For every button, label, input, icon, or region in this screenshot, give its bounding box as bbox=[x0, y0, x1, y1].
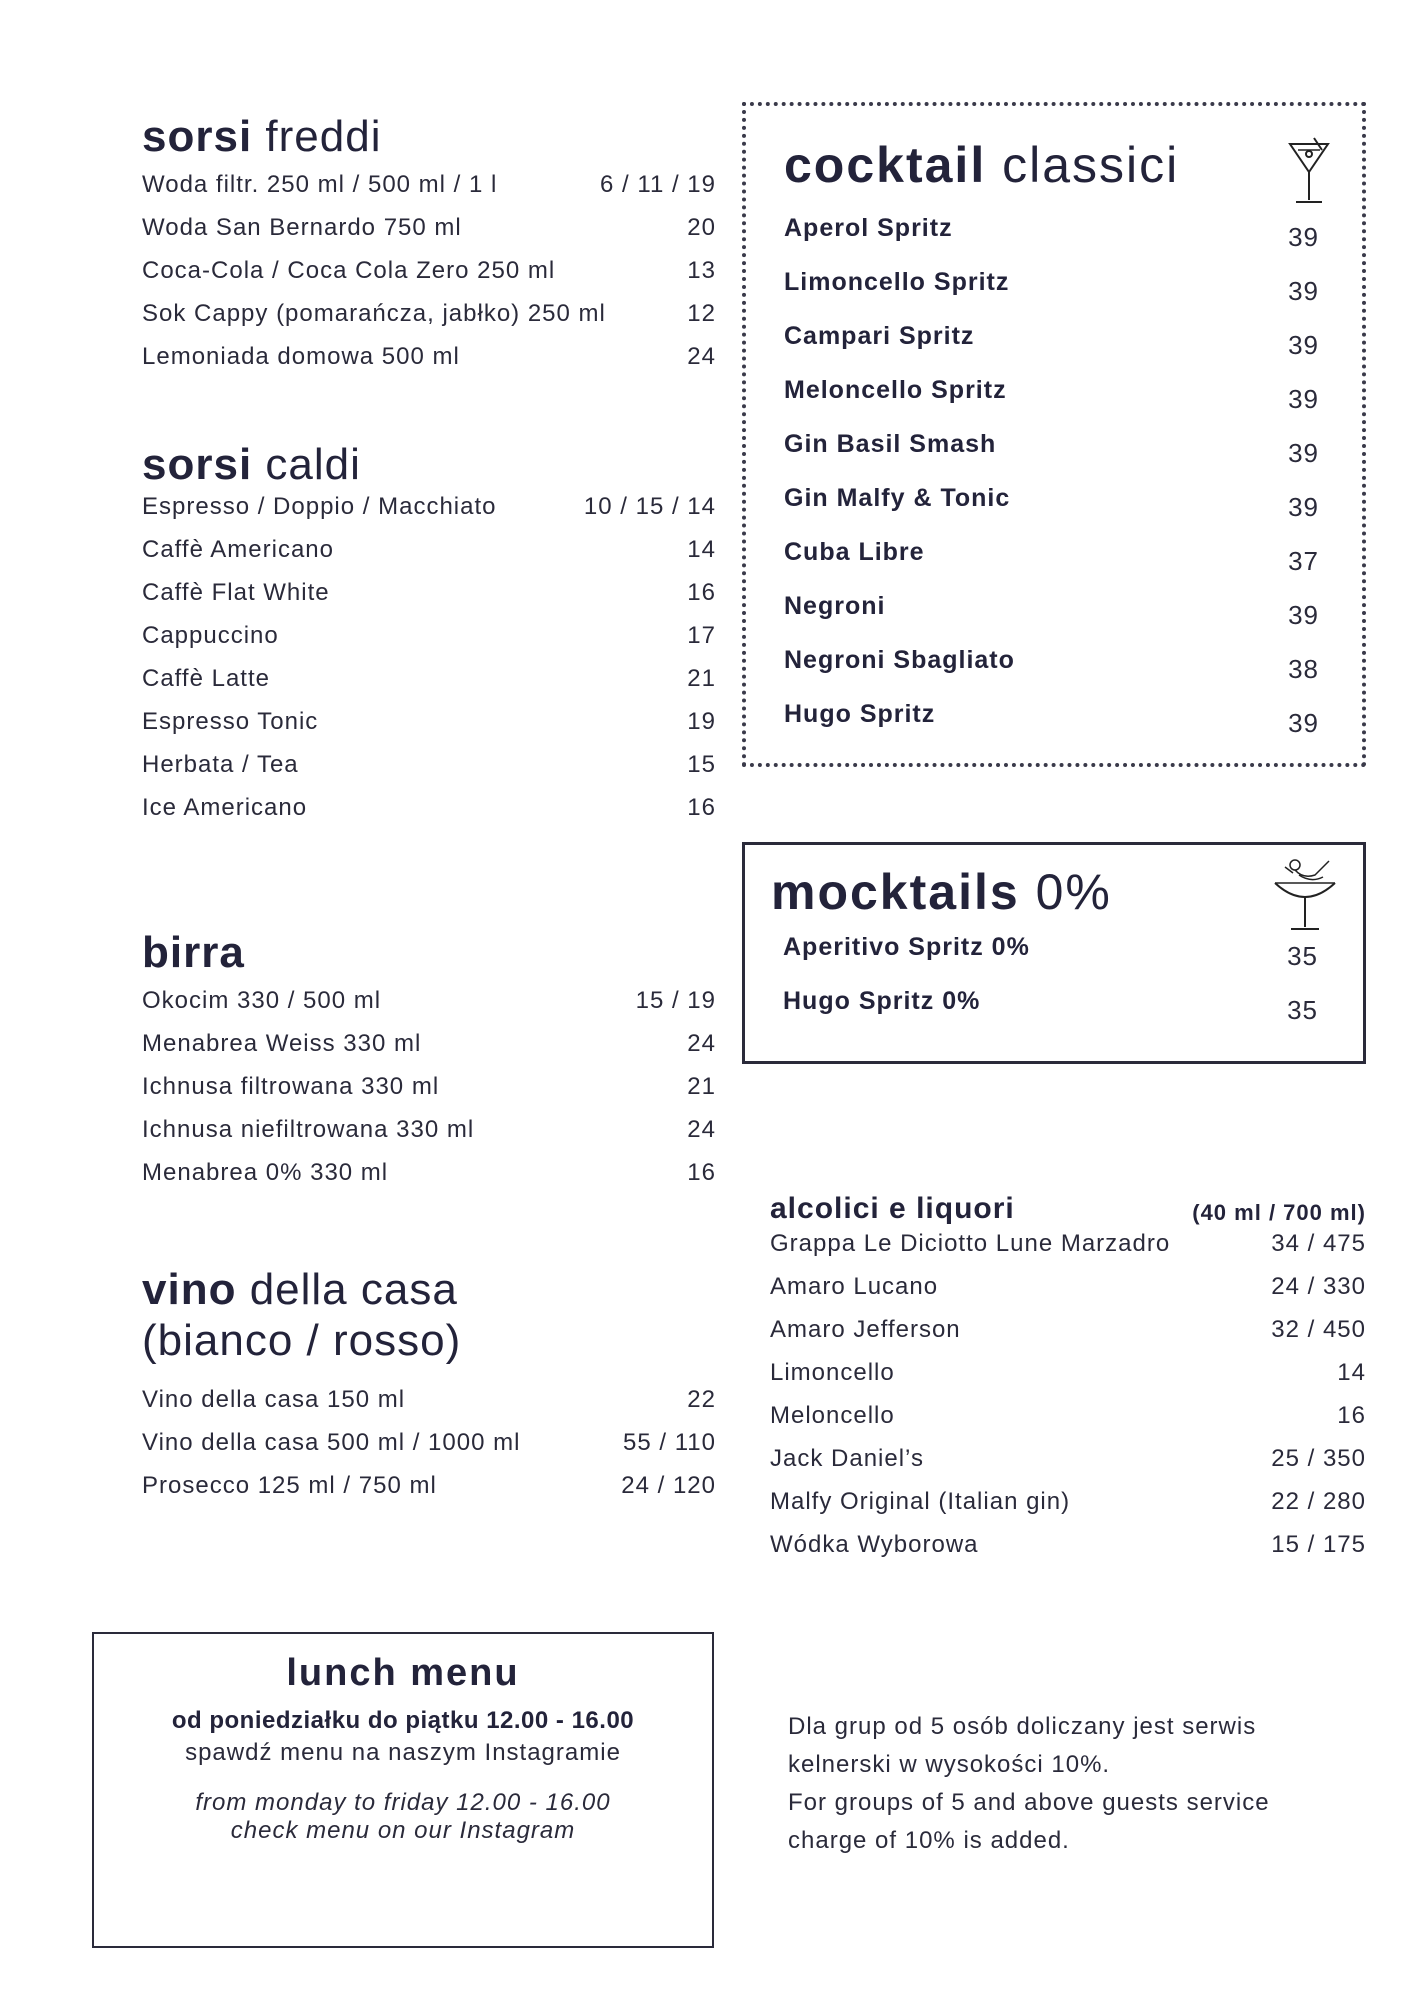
item-name: Amaro Lucano bbox=[770, 1273, 939, 1300]
mocktails-list bbox=[783, 933, 1318, 1041]
cocktail-item bbox=[784, 268, 1319, 322]
item-price: 32 / 450 bbox=[1271, 1316, 1366, 1343]
item-name: Wódka Wyborowa bbox=[770, 1531, 979, 1558]
item-price: 21 bbox=[687, 1072, 716, 1100]
item-name: Woda San Bernardo 750 ml bbox=[142, 213, 462, 241]
menu-item bbox=[142, 300, 716, 343]
menu-item bbox=[770, 1488, 1366, 1531]
item-price: 20 bbox=[687, 213, 716, 241]
item-price: 25 / 350 bbox=[1271, 1445, 1366, 1472]
cocktail-price: 39 bbox=[1288, 492, 1319, 522]
cocktail-name: Negroni Sbagliato bbox=[784, 646, 1015, 674]
item-price: 24 / 120 bbox=[621, 1472, 716, 1500]
item-name: Menabrea Weiss 330 ml bbox=[142, 1029, 422, 1057]
item-name: Amaro Jefferson bbox=[770, 1316, 961, 1343]
mocktails-box bbox=[742, 842, 1366, 1064]
menu-item bbox=[142, 1159, 716, 1202]
vino-list bbox=[142, 1386, 716, 1515]
item-price: 21 bbox=[687, 664, 716, 692]
item-name: Okocim 330 / 500 ml bbox=[142, 986, 382, 1014]
cocktail-box bbox=[742, 102, 1366, 767]
menu-item bbox=[142, 987, 716, 1030]
item-name: Lemoniada domowa 500 ml bbox=[142, 342, 460, 370]
vino-section bbox=[142, 1265, 716, 1515]
menu-item bbox=[142, 622, 716, 665]
item-name: Vino della casa 150 ml bbox=[142, 1386, 406, 1414]
item-price: 19 bbox=[687, 707, 716, 735]
item-name: Espresso / Doppio / Macchiato bbox=[142, 492, 497, 520]
menu-item bbox=[142, 751, 716, 794]
item-price: 14 bbox=[687, 535, 716, 563]
cocktail-price: 38 bbox=[1288, 654, 1319, 684]
item-price: 55 / 110 bbox=[623, 1429, 716, 1457]
item-price: 16 bbox=[687, 793, 716, 821]
sorsi-caldi-list bbox=[142, 493, 716, 837]
item-price: 24 bbox=[687, 1115, 716, 1143]
cocktail-name: Campari Spritz bbox=[784, 322, 975, 350]
alcolici-unit-note: (40 ml / 700 ml) bbox=[1192, 1200, 1366, 1225]
menu-item bbox=[142, 1116, 716, 1159]
menu-item bbox=[142, 214, 716, 257]
menu-item bbox=[142, 708, 716, 751]
menu-item bbox=[142, 1386, 716, 1429]
item-price: 34 / 475 bbox=[1271, 1230, 1366, 1257]
menu-item bbox=[770, 1359, 1366, 1402]
cocktail-list bbox=[784, 214, 1319, 754]
menu-item bbox=[142, 579, 716, 622]
sorsi-freddi-title: sorsi freddi bbox=[142, 112, 382, 161]
menu-item bbox=[770, 1230, 1366, 1273]
menu-item bbox=[142, 493, 716, 536]
item-price: 13 bbox=[687, 256, 716, 284]
item-name: Caffè Americano bbox=[142, 535, 334, 563]
item-price: 24 bbox=[687, 1029, 716, 1057]
birra-title: birra bbox=[142, 928, 245, 977]
service-charge-note: Dla grup od 5 osób doliczany jest serwis kelnerski w wysokości 10%. For groups of 5 and above guests service charge of 10% is added. bbox=[788, 1713, 1270, 1854]
item-name: Woda filtr. 250 ml / 500 ml / 1 l bbox=[142, 170, 498, 198]
item-price: 17 bbox=[687, 621, 716, 649]
lunch-hours-pl: od poniedziałku do piątku 12.00 - 16.00 bbox=[171, 1707, 635, 1734]
lunch-title: lunch menu bbox=[286, 1652, 520, 1694]
item-price: 24 / 330 bbox=[1271, 1273, 1366, 1300]
lunch-instagram-pl: spawdź menu na naszym Instagramie bbox=[185, 1739, 621, 1766]
cocktail-name: Negroni bbox=[784, 592, 886, 620]
vino-title: vino della casa bbox=[142, 1265, 458, 1314]
item-price: 6 / 11 / 19 bbox=[600, 170, 716, 198]
cocktail-item bbox=[784, 484, 1319, 538]
item-name: Caffè Latte bbox=[142, 664, 270, 692]
cocktail-name: Gin Basil Smash bbox=[784, 430, 997, 458]
menu-item bbox=[142, 171, 716, 214]
alcolici-header bbox=[770, 1180, 1366, 1226]
cocktail-item bbox=[783, 933, 1318, 987]
menu-item bbox=[142, 536, 716, 579]
menu-item bbox=[770, 1273, 1366, 1316]
sorsi-freddi-section bbox=[142, 112, 716, 386]
cocktail-name: Hugo Spritz bbox=[784, 700, 936, 728]
vino-subtitle: (bianco / rosso) bbox=[142, 1315, 462, 1365]
cocktail-item bbox=[784, 430, 1319, 484]
menu-item bbox=[142, 1429, 716, 1472]
cocktail-name: Aperol Spritz bbox=[784, 214, 953, 242]
menu-item bbox=[142, 257, 716, 300]
item-name: Limoncello bbox=[770, 1359, 895, 1386]
cocktail-price: 39 bbox=[1288, 600, 1319, 630]
item-name: Jack Daniel’s bbox=[770, 1445, 924, 1472]
cocktail-name: Aperitivo Spritz 0% bbox=[783, 933, 1030, 961]
menu-item bbox=[142, 794, 716, 837]
menu-item bbox=[142, 1472, 716, 1515]
menu-item bbox=[142, 1030, 716, 1073]
item-price: 22 bbox=[687, 1386, 716, 1414]
item-price: 14 bbox=[1337, 1359, 1366, 1386]
cocktail-price: 39 bbox=[1288, 276, 1319, 306]
item-price: 22 / 280 bbox=[1271, 1488, 1366, 1515]
alcolici-section bbox=[770, 1180, 1366, 1574]
cocktail-item bbox=[784, 322, 1319, 376]
item-price: 24 bbox=[687, 342, 716, 370]
lunch-box bbox=[92, 1632, 714, 1948]
menu-item bbox=[142, 1073, 716, 1116]
item-name: Meloncello bbox=[770, 1402, 895, 1429]
sorsi-freddi-list bbox=[142, 171, 716, 386]
item-name: Vino della casa 500 ml / 1000 ml bbox=[142, 1429, 521, 1457]
item-name: Espresso Tonic bbox=[142, 707, 319, 735]
item-name: Coca-Cola / Coca Cola Zero 250 ml bbox=[142, 256, 556, 284]
cocktail-price: 39 bbox=[1288, 222, 1319, 252]
alcolici-title: alcolici e liquori bbox=[770, 1192, 1015, 1225]
item-name: Sok Cappy (pomarańcza, jabłko) 250 ml bbox=[142, 299, 606, 327]
item-price: 15 bbox=[687, 750, 716, 778]
cocktail-item bbox=[784, 646, 1319, 700]
cocktail-name: Limoncello Spritz bbox=[784, 268, 1010, 296]
cocktail-price: 35 bbox=[1287, 941, 1318, 971]
cocktail-item bbox=[784, 214, 1319, 268]
cocktail-price: 39 bbox=[1288, 330, 1319, 360]
item-name: Menabrea 0% 330 ml bbox=[142, 1158, 389, 1186]
menu-item bbox=[142, 665, 716, 708]
item-name: Ichnusa filtrowana 330 ml bbox=[142, 1072, 440, 1100]
lunch-instagram-en: check menu on our Instagram bbox=[230, 1817, 576, 1844]
menu-item bbox=[770, 1531, 1366, 1574]
item-price: 16 bbox=[1337, 1402, 1366, 1429]
cocktail-name: Hugo Spritz 0% bbox=[783, 987, 981, 1015]
cocktail-item bbox=[783, 987, 1318, 1041]
item-price: 16 bbox=[687, 578, 716, 606]
item-name: Malfy Original (Italian gin) bbox=[770, 1488, 1071, 1515]
item-name: Herbata / Tea bbox=[142, 750, 299, 778]
item-price: 16 bbox=[687, 1158, 716, 1186]
alcolici-list bbox=[770, 1230, 1366, 1574]
cocktail-glass-lady-icon bbox=[1265, 853, 1345, 939]
cocktail-name: Meloncello Spritz bbox=[784, 376, 1007, 404]
cocktail-item bbox=[784, 700, 1319, 754]
sorsi-caldi-section bbox=[142, 440, 716, 837]
cocktail-name: Gin Malfy & Tonic bbox=[784, 484, 1011, 512]
birra-list bbox=[142, 987, 716, 1202]
item-price: 12 bbox=[687, 299, 716, 327]
menu-item bbox=[770, 1402, 1366, 1445]
menu-item bbox=[770, 1316, 1366, 1359]
cocktail-price: 35 bbox=[1287, 995, 1318, 1025]
birra-section bbox=[142, 928, 716, 1202]
item-name: Grappa Le Diciotto Lune Marzadro bbox=[770, 1230, 1171, 1257]
cocktail-price: 39 bbox=[1288, 438, 1319, 468]
item-price: 10 / 15 / 14 bbox=[583, 492, 716, 520]
cocktail-price: 39 bbox=[1288, 384, 1319, 414]
martini-glass-icon bbox=[1284, 132, 1334, 212]
cocktail-name: Cuba Libre bbox=[784, 538, 925, 566]
menu-item bbox=[770, 1445, 1366, 1488]
item-name: Caffè Flat White bbox=[142, 578, 330, 606]
mocktails-title: mocktails 0% bbox=[771, 864, 1112, 920]
item-name: Ice Americano bbox=[142, 793, 308, 821]
cocktail-item bbox=[784, 538, 1319, 592]
menu-item bbox=[142, 343, 716, 386]
cocktail-price: 39 bbox=[1288, 708, 1319, 738]
item-name: Cappuccino bbox=[142, 621, 279, 649]
cocktail-price: 37 bbox=[1288, 546, 1319, 576]
cocktail-item bbox=[784, 376, 1319, 430]
cocktail-item bbox=[784, 592, 1319, 646]
sorsi-caldi-title: sorsi caldi bbox=[142, 440, 361, 489]
item-price: 15 / 19 bbox=[635, 986, 716, 1014]
item-name: Prosecco 125 ml / 750 ml bbox=[142, 1472, 437, 1500]
lunch-hours-en: from monday to friday 12.00 - 16.00 bbox=[195, 1789, 611, 1816]
cocktail-title: cocktail classici bbox=[784, 137, 1180, 193]
item-name: Ichnusa niefiltrowana 330 ml bbox=[142, 1115, 475, 1143]
item-price: 15 / 175 bbox=[1271, 1531, 1366, 1558]
